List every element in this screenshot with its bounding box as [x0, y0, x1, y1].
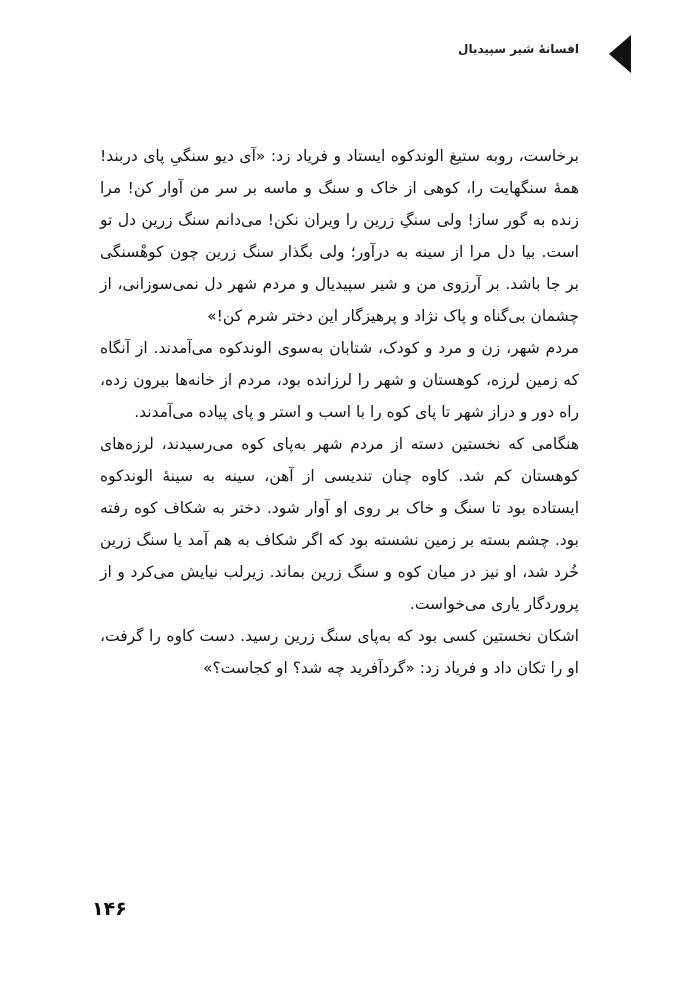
page-number: ۱۴۶ — [92, 898, 127, 920]
paragraph-4: اشکان نخستین کسی بود که به‌پای سنگ زرین رسید. دست کاوه را گرفت، او را تکان داد و فریاد زد: «گردآفرید چه شد؟ او کجاست؟» — [100, 627, 579, 677]
running-header — [100, 30, 579, 70]
paragraph-2: مردم شهر، زن و مرد و کودک، شتابان به‌سوی الوندکوه می‌آمدند. از آنگاه که زمین لرزه، کوهستان و شهر را لرزانده بود، مردم از خانه‌ها بیرون زده، راه دور و دراز شهر تا پای کوه را با اسب و استر و پای پیاده می‌آمدند. — [100, 339, 579, 421]
triangle-marker-icon — [609, 35, 631, 73]
header-book-title: افسانهٔ شیر سپیدیال — [458, 42, 579, 56]
paragraph-3: هنگامی که نخستین دسته از مردم شهر به‌پای کوه می‌رسیدند، لرزه‌های کوهستان کم شد. کاوه چنان تندیسی از آهن، سینه به سینهٔ الوندکوه ایستاده بود تا سنگ و خاک بر روی او آوار شود. دختر به شکاف کوه رفته بود. چشم بسته بر زمین نشسته بود که اگر شکاف به هم آمد یا سنگ زرین خُرد شد، او نیز در میان کوه و سنگ زرین بماند. زیرلب نیایش می‌کرد و از پروردگار یاری می‌خواست. — [100, 435, 579, 613]
paragraph-1: برخاست، روبه ستیغ الوندکوه ایستاد و فریاد زد: «آی دیو سنگیِ پای دربند! همهٔ سنگهایت را، کوهی از خاک و سنگ و ماسه بر سر من آوار کن! مرا زنده به گور ساز! ولی سنگِ زرین را ویران نکن! می‌دانم سنگ زرین دل تو است. بیا دل مرا از سینه به درآور؛ ولی بگذار سنگ زرین چون کوهْسنگی بر جا باشد. بر آرزوی من و شیر سپیدیال و مردم شهر دل نمی‌سوزانی، از چشمان بی‌گناه و پاک نژاد و پرهیزگار این دختر شرم کن!» — [100, 147, 579, 325]
body-text — [100, 140, 579, 684]
